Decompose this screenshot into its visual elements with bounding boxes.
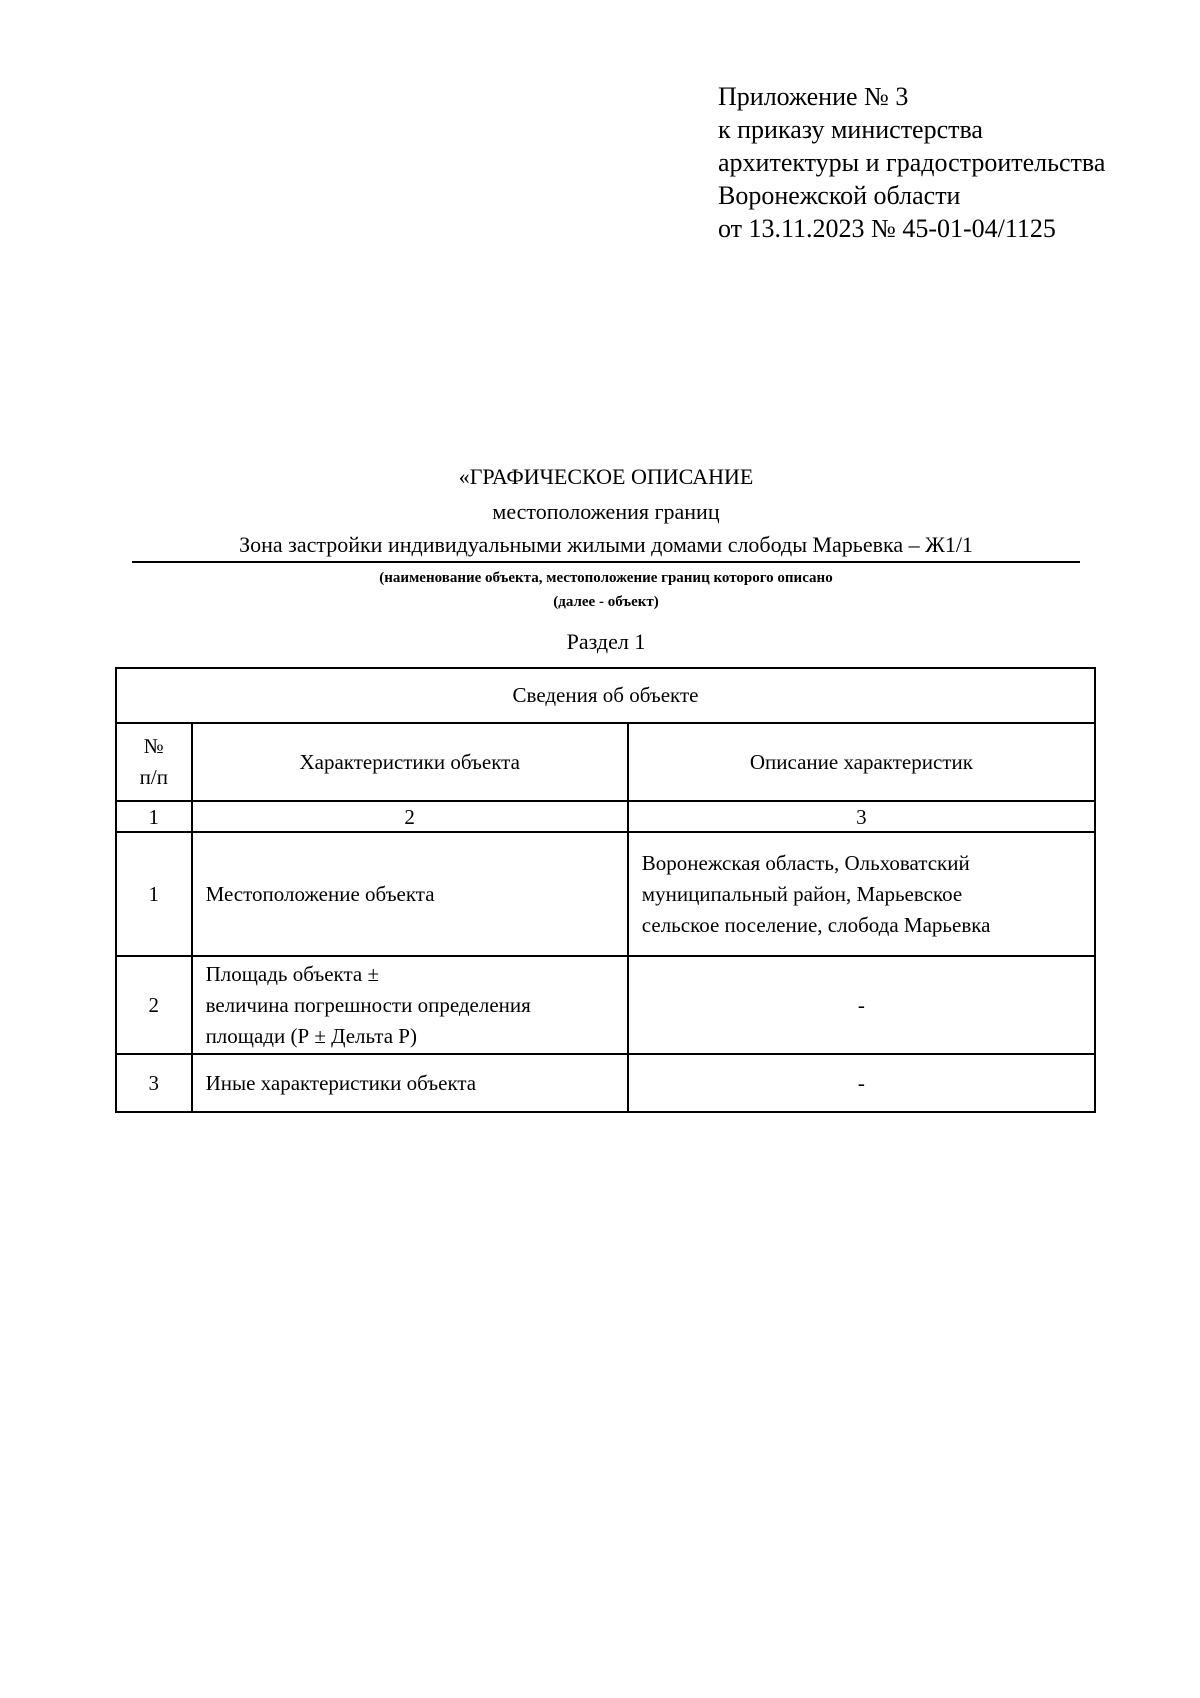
appendix-line: Приложение № 3 [718, 82, 909, 111]
table-title-row [116, 668, 1095, 723]
object-info-table [115, 667, 1096, 1113]
appendix-line: от 13.11.2023 № 45-01-04/1125 [718, 214, 1056, 243]
header-num-line: № [143, 734, 164, 758]
row-description [628, 956, 1095, 1054]
row-description-line: - [857, 1070, 865, 1095]
row-num: 3 [116, 1054, 192, 1112]
row-characteristic-line: площади (Р ± Дельта Р) [205, 1023, 417, 1048]
header-description: Описание характеристик [628, 723, 1095, 801]
row-characteristic [192, 1054, 628, 1112]
row-description-line: - [857, 992, 865, 1017]
row-num: 2 [116, 956, 192, 1054]
header-num [116, 723, 192, 801]
row-description-line: Воронежская область, Ольховатский [641, 850, 970, 875]
object-note-line: (далее - объект) [553, 594, 659, 610]
row-characteristic [192, 832, 628, 956]
section-label: Раздел 1 [566, 629, 646, 654]
row-description [628, 1054, 1095, 1112]
appendix-line: к приказу министерства [718, 115, 983, 144]
row-characteristic-line: величина погрешности определения [205, 992, 531, 1017]
row-characteristic [192, 956, 628, 1054]
document-subtitle: местоположения границ [492, 499, 720, 524]
table-row [116, 1054, 1095, 1112]
column-number: 3 [628, 801, 1095, 832]
object-name: Зона застройки индивидуальными жилыми домами слободы Марьевка – Ж1/1 [132, 530, 1080, 563]
appendix-line: архитектуры и градостроительства [718, 148, 1106, 177]
column-number: 2 [192, 801, 628, 832]
table-row [116, 832, 1095, 956]
column-number-row [116, 801, 1095, 832]
document-title: «ГРАФИЧЕСКОЕ ОПИСАНИЕ [458, 464, 754, 489]
object-note-line: (наименование объекта, местоположение границ которого описано [379, 570, 833, 586]
row-characteristic-line: Иные характеристики объекта [205, 1070, 477, 1095]
row-description-line: муниципальный район, Марьевское [641, 881, 963, 906]
row-num: 1 [116, 832, 192, 956]
row-description [628, 832, 1095, 956]
object-name-caption [132, 566, 1080, 614]
table-header-row [116, 723, 1095, 801]
row-characteristic-line: Площадь объекта ± [205, 961, 380, 986]
header-characteristics: Характеристики объекта [192, 723, 628, 801]
table-title: Сведения об объекте [116, 668, 1095, 723]
column-number: 1 [116, 801, 192, 832]
table-row [116, 956, 1095, 1054]
row-characteristic-line: Местоположение объекта [205, 881, 435, 906]
appendix-line: Воронежской области [718, 181, 961, 210]
header-num-line: п/п [139, 765, 168, 789]
appendix-block [718, 80, 1105, 245]
row-description-line: сельское поселение, слобода Марьевка [641, 912, 991, 937]
